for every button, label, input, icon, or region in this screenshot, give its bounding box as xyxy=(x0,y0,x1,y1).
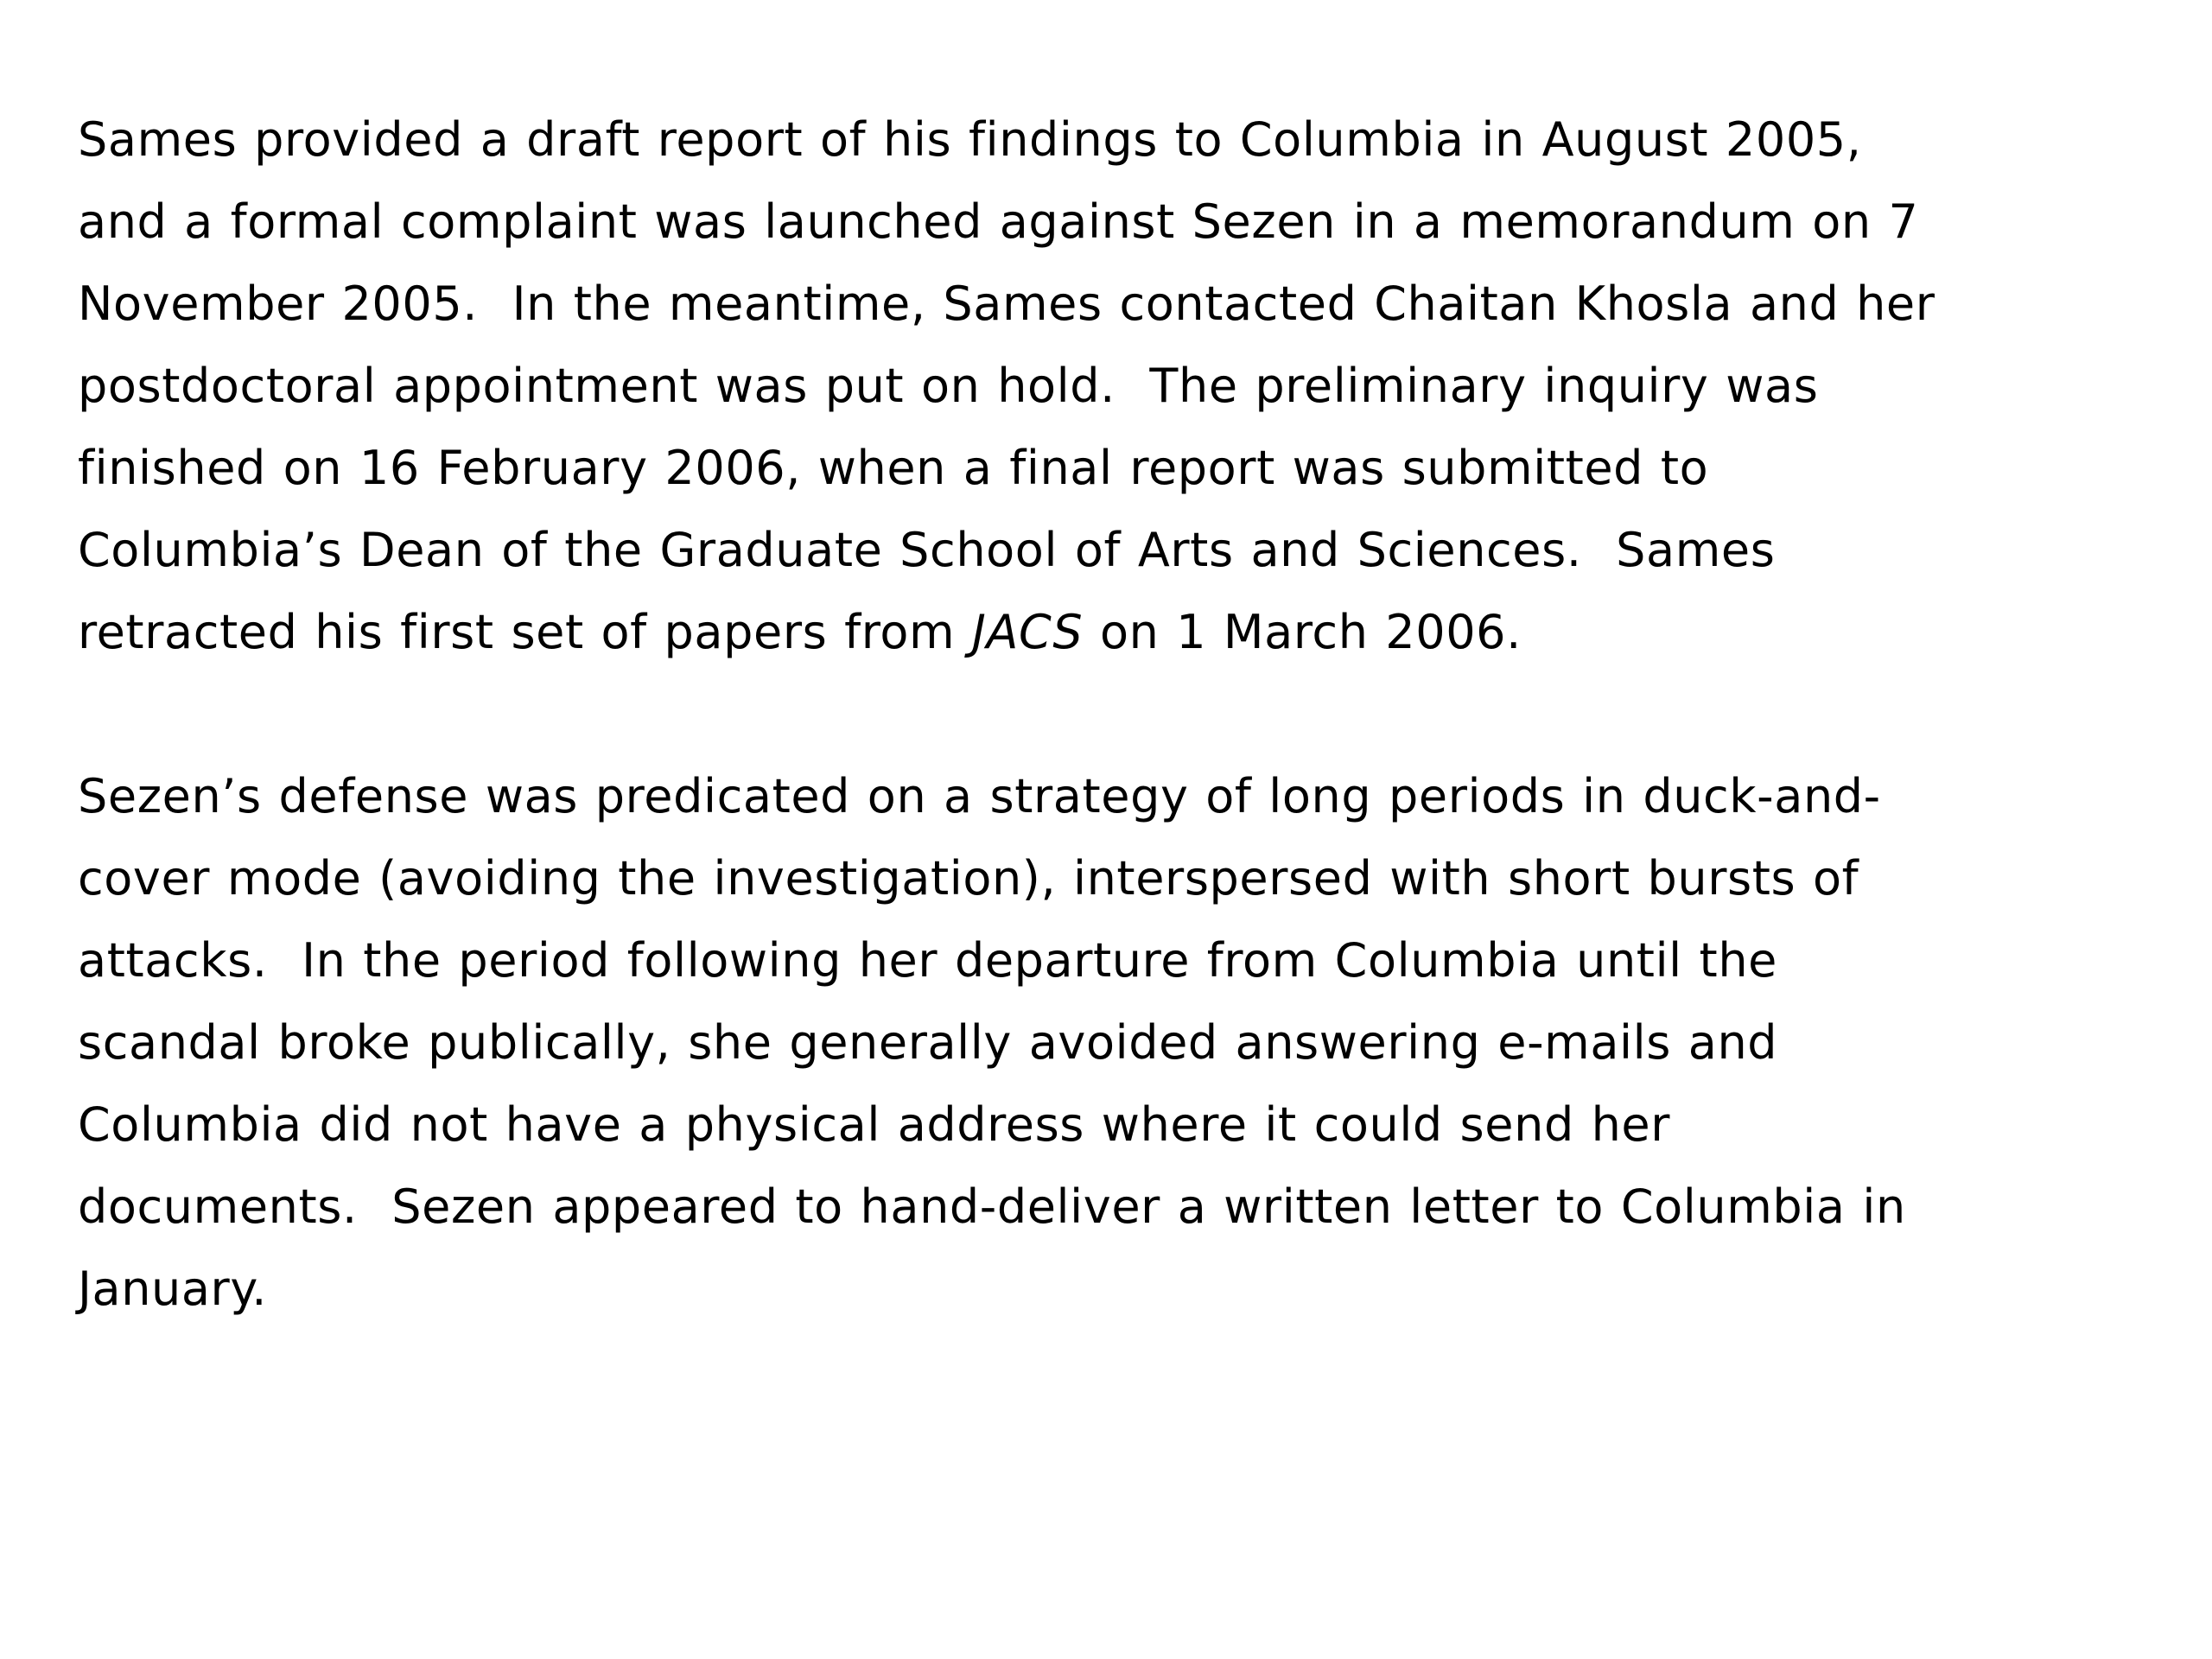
text-line: Sames provided a draft report of his findings to Columbia in August 2005, xyxy=(78,112,1862,167)
paragraph-sezen-defense xyxy=(78,755,2186,1330)
text-line: attacks. In the period following her departure from Columbia until the xyxy=(78,933,1777,988)
text-line: postdoctoral appointment was put on hold. The preliminary inquiry was xyxy=(78,359,1819,413)
journal-name: JACS xyxy=(971,605,1084,659)
text-line: and a formal complaint was launched against Sezen in a memorandum on 7 xyxy=(78,194,1919,249)
text-line: Columbia did not have a physical address where it could send her xyxy=(78,1097,1671,1152)
text-line: scandal broke publically, she generally avoided answering e-mails and xyxy=(78,1015,1778,1070)
retraction-text-before: retracted his first set of papers from xyxy=(78,605,972,659)
text-line: documents. Sezen appeared to hand-deliver a written letter to Columbia in xyxy=(78,1179,1906,1234)
retraction-text-after: on 1 March 2006. xyxy=(1083,605,1522,659)
paragraph-investigation-timeline xyxy=(78,99,2186,673)
text-line-retraction xyxy=(78,591,2186,673)
text-line: cover mode (avoiding the investigation), interspersed with short bursts of xyxy=(78,851,1859,906)
text-line: January. xyxy=(78,1262,267,1316)
text-line: finished on 16 February 2006, when a final report was submitted to xyxy=(78,441,1709,495)
text-line: November 2005. In the meantime, Sames contacted Chaitan Khosla and her xyxy=(78,276,1936,331)
text-line: Sezen’s defense was predicated on a strategy of long periods in duck-and- xyxy=(78,769,1881,823)
slide-text-body xyxy=(78,99,2186,1330)
text-line: Columbia’s Dean of the Graduate School of Arts and Sciences. Sames xyxy=(78,523,1776,577)
